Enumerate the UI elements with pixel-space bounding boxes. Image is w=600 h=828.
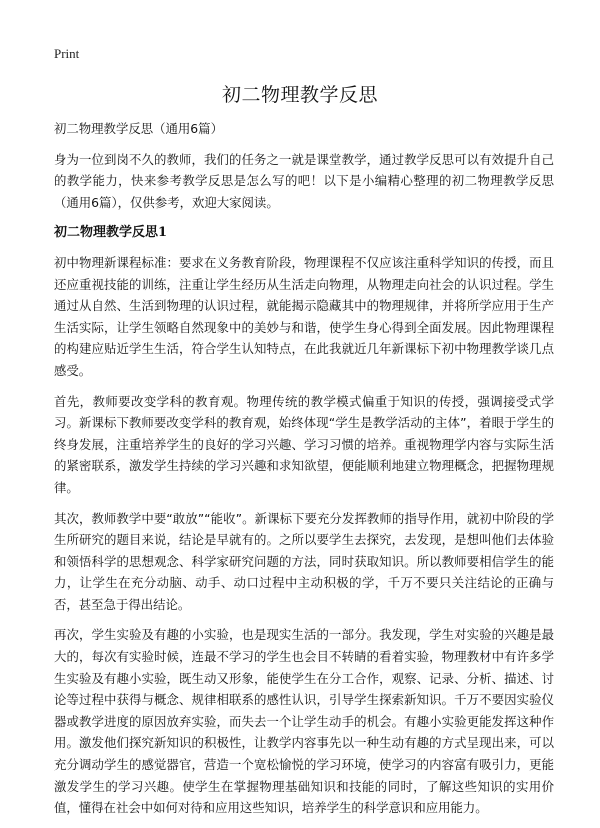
section-heading: 初二物理教学反思1 xyxy=(54,225,168,241)
document-body xyxy=(54,118,554,828)
page-title: 初二物理教学反思 xyxy=(221,84,378,106)
body-paragraph-4: 再次，学生实验及有趣的小实验，也是现实生活的一部分。我发现，学生对实验的兴趣是最大的，每次有实验时候，连最不学习的学生也会目不转睛的看着实验，物理教材中有许多学生实验及有趣小实验，既生动又形象，能使学生在分工合作，观察、记录、分析、描述、讨论等过程中获得与概念、规律相联系的感性认识，引导学生探索新知识。千万不要因实验仪器或教学进度的原因放弃实验，而失去一个让学生动手的机会。有趣小实验更能发挥这种作用。激发他们探究新知识的积极性，让教学内容事先以一种生动有趣的方式呈现出来，可以充分调动学生的感觉器官，营造一个宽松愉悦的学习环境，使学习的内容富有吸引力，更能激发学生的学习兴趣。使学生在掌握物理基础知识和技能的同时，了解这些知识的实用价值，懂得在社会中如何对待和应用这些知识，培养学生的科学意识和应用能力。 xyxy=(54,627,554,816)
body-paragraph-2: 首先，教师要改变学科的教育观。物理传统的教学模式偏重于知识的传授，强调接受式学习。新课标下教师要改变学科的教育观，始终体现“学生是教学活动的主体”，着眼于学生的终身发展，注重培养学生的良好的学习兴趣、学习习惯的培养。重视物理学内容与实际生活的紧密联系，激发学生持续的学习兴趣和求知欲望，便能顺利地建立物理概念，把握物理规律。 xyxy=(54,393,554,495)
document-subtitle: 初二物理教学反思（通用6篇） xyxy=(54,121,223,136)
print-link[interactable]: Print xyxy=(54,46,80,61)
intro-paragraph: 身为一位到岗不久的教师，我们的任务之一就是课堂教学，通过教学反思可以有效提升自己的教学能力，快来参考教学反思是怎么写的吧！以下是小编精心整理的初二物理教学反思（通用6篇），仅供参考，欢迎大家阅读。 xyxy=(54,151,554,210)
body-paragraph-1: 初中物理新课程标准：要求在义务教育阶段，物理课程不仅应该注重科学知识的传授，而且还应重视技能的训练，注重让学生经历从生活走向物理，从物理走向社会的认识过程。学生通过从自然、生活到物理的认识过程，就能揭示隐藏其中的物理规律，并将所学应用于生产生活实际，让学生领略自然现象中的美妙与和谐，使学生身心得到全面发展。因此物理课程的构建应贴近学生生活，符合学生认知特点，在此我就近几年新课标下初中物理教学谈几点感受。 xyxy=(54,254,554,378)
body-paragraph-3: 其次，教师教学中要“敢放”“能收”。新课标下要充分发挥教师的指导作用，就初中阶段的学生所研究的题目来说，结论是早就有的。之所以要学生去探究，去发现，是想叫他们去体验和领悟科学的思想观念、科学家研究问题的方法，同时获取知识。所以教师要相信学生的能力，让学生在充分动脑、动手、动口过程中主动积极的学，千万不要只关注结论的正确与否，甚至急于得出结论。 xyxy=(54,510,554,612)
